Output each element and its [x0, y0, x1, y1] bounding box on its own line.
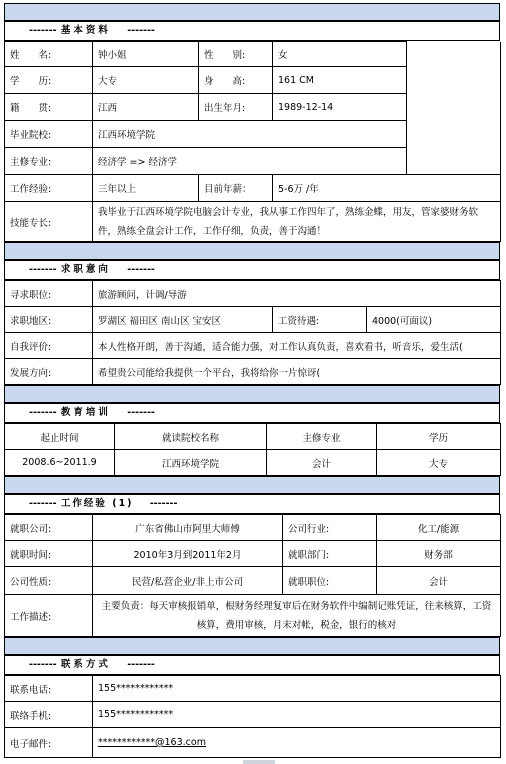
intent-table: [4, 280, 501, 385]
edu-header-school: 就读院校名称: [115, 424, 267, 450]
section-title: 联系方式: [60, 659, 111, 670]
value-salary: 5-6万 /年: [273, 175, 501, 202]
edu-school: 江西环境学院: [115, 450, 267, 476]
label-major: 主修专业:: [5, 148, 93, 175]
value-description: 主要负责：每天审核报销单，根财务经理复审后在财务软件中编制记账凭证，往来核算，工资核算，费用审核，月末对帐，税金，银行的核对: [93, 595, 501, 637]
label-position: 就职职位:: [283, 567, 377, 595]
education-table: [4, 423, 501, 476]
edu-header-major: 主修专业: [267, 424, 377, 450]
label-salary: 目前年薪：: [199, 175, 273, 202]
section-title: 求职意向: [60, 264, 111, 275]
value-area: 罗湖区 福田区 南山区 宝安区: [93, 307, 273, 333]
value-birth: 1989-12-14: [273, 94, 407, 121]
label-industry: 公司行业:: [283, 515, 377, 541]
label-self-eval: 自我评价:: [5, 333, 93, 359]
section-header-intent: ------- 求职意向 -------: [4, 260, 500, 280]
basic-info-table: [4, 41, 501, 242]
value-dept: 财务部: [377, 541, 501, 567]
section-header-contact: ------- 联系方式 -------: [4, 655, 500, 675]
section-band: [4, 385, 500, 403]
section-header-education: ------- 教育培训 -------: [4, 403, 500, 423]
label-origin: 籍 贯:: [5, 94, 93, 121]
value-origin: 江西: [93, 94, 199, 121]
edu-header-degree: 学历: [377, 424, 501, 450]
label-education: 学 历:: [5, 67, 93, 94]
label-name: 姓 名:: [5, 42, 93, 67]
section-band: [4, 242, 500, 260]
edu-degree: 大专: [377, 450, 501, 476]
value-skills: 我毕业于江西环境学院电脑会计专业，我从事工作四年了，熟练金蝶，用友，管家婆财务软件，熟练全盘会计工作，工作仔细，负责，善于沟通！: [93, 202, 501, 242]
page-scroll-indicator: [243, 760, 275, 764]
photo-area: [407, 42, 501, 175]
label-description: 工作描述:: [5, 595, 93, 637]
label-nature: 公司性质:: [5, 567, 93, 595]
value-position: 会计: [377, 567, 501, 595]
edu-header-period: 起止时间: [5, 424, 115, 450]
edu-period: 2008.6~2011.9: [5, 450, 115, 476]
section-band: [4, 637, 500, 655]
value-school: 江西环境学院: [93, 121, 407, 148]
label-dept: 就职部门:: [283, 541, 377, 567]
contact-table: [4, 675, 501, 758]
value-mobile: 155************: [93, 702, 501, 728]
value-job: 旅游顾问，计调/导游: [93, 281, 501, 307]
value-pay: 4000(可面议): [367, 307, 501, 333]
edu-major: 会计: [267, 450, 377, 476]
value-nature: 民营/私营企业/非上市公司: [93, 567, 283, 595]
value-gender: 女: [273, 42, 407, 67]
label-mobile: 联络手机:: [5, 702, 93, 728]
value-company: 广东省佛山市阿里大师傅: [93, 515, 283, 541]
section-title: 教育培训: [60, 407, 111, 418]
value-email[interactable]: ************@163.com: [93, 728, 501, 758]
label-email: 电子邮件:: [5, 728, 93, 758]
label-experience: 工作经验:: [5, 175, 93, 202]
section-title: 基本资料: [60, 25, 111, 36]
label-job: 寻求职位:: [5, 281, 93, 307]
value-phone: 155************: [93, 676, 501, 702]
value-direction: 希望贵公司能给我提供一个平台，我将给你一片惊讶(: [93, 359, 501, 385]
section-header-basic: ------- 基本资料 -------: [4, 21, 500, 41]
value-self-eval: 本人性格开朗，善于沟通，适合能力强，对工作认真负责，喜欢看书，听音乐，爱生活(: [93, 333, 501, 359]
section-header-work: ------- 工作经验 (1) -------: [4, 494, 500, 514]
label-pay: 工资待遇:: [273, 307, 367, 333]
label-time: 就职时间:: [5, 541, 93, 567]
label-height: 身 高:: [199, 67, 273, 94]
section-band: [4, 3, 500, 21]
value-name: 钟小姐: [93, 42, 199, 67]
section-title: 工作经验 (1): [60, 498, 134, 509]
work-table: [4, 514, 501, 637]
label-birth: 出生年月:: [199, 94, 273, 121]
label-company: 就职公司:: [5, 515, 93, 541]
label-gender: 性 别:: [199, 42, 273, 67]
resume-sheet: [4, 3, 500, 758]
value-education: 大专: [93, 67, 199, 94]
value-height: 161 CM: [273, 67, 407, 94]
value-time: 2010年3月到2011年2月: [93, 541, 283, 567]
label-phone: 联系电话:: [5, 676, 93, 702]
value-industry: 化工/能源: [377, 515, 501, 541]
table-row: [5, 450, 501, 476]
value-major: 经济学 => 经济学: [93, 148, 407, 175]
label-direction: 发展方向:: [5, 359, 93, 385]
label-school: 毕业院校:: [5, 121, 93, 148]
section-band: [4, 476, 500, 494]
label-area: 求职地区:: [5, 307, 93, 333]
value-experience: 三年以上: [93, 175, 199, 202]
label-skills: 技能专长:: [5, 202, 93, 242]
